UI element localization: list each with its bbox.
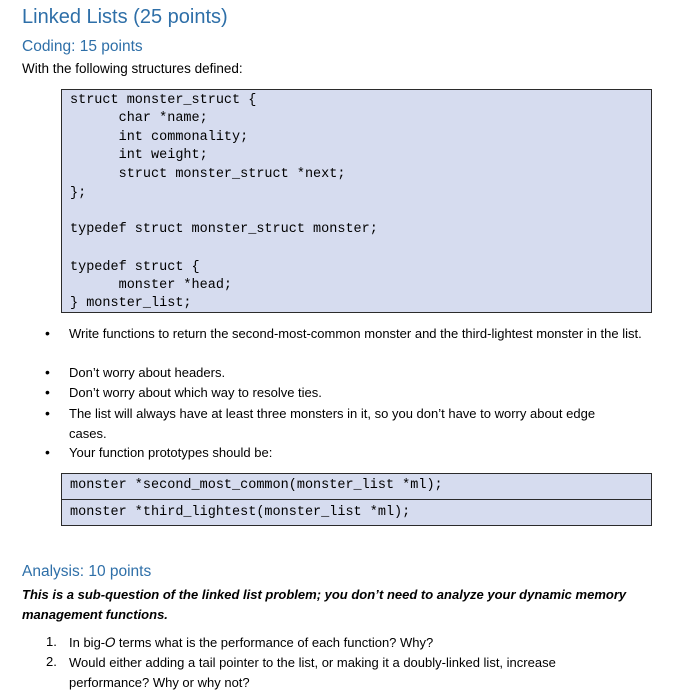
page-title: Linked Lists (25 points): [22, 6, 228, 28]
question-text: In big-𝑂 terms what is the performance of each function? Why?: [69, 635, 434, 650]
bullet-symbol: •: [45, 384, 50, 400]
prototype-code-block: [61, 473, 652, 526]
prototype-divider: [62, 499, 651, 500]
code-line: } monster_list;: [70, 296, 192, 311]
question-text: Would either adding a tail pointer to the list, or making it a doubly-linked list, increase performance? Why or why not?: [69, 655, 556, 690]
bullet-text: The list will always have at least three monsters in it, so you don’t have to worry about edge cases.: [69, 406, 596, 441]
analysis-heading: Analysis: 10 points: [22, 563, 152, 580]
code-line: struct monster_struct {: [70, 93, 257, 108]
bullet-symbol: •: [45, 405, 50, 421]
analysis-note: This is a sub-question of the linked list problem; you don’t need to analyze your dynamic memory management functions.: [22, 587, 627, 622]
struct-code-block: [61, 89, 652, 313]
code-line: char *name;: [70, 111, 208, 126]
code-line: typedef struct monster_struct monster;: [70, 222, 378, 237]
prototype-line: monster *second_most_common(monster_list *ml);: [70, 478, 443, 493]
code-line: };: [70, 186, 87, 201]
question-number: 2.: [46, 654, 57, 669]
code-line: struct monster_struct *next;: [70, 167, 346, 182]
bullet-text: Don’t worry about headers.: [69, 365, 226, 380]
bullet-text: Write functions to return the second-most-common monster and the third-lightest monster in the list.: [69, 326, 642, 341]
prototype-line: monster *third_lightest(monster_list *ml);: [70, 505, 411, 520]
coding-heading: Coding: 15 points: [22, 38, 143, 55]
bullet-symbol: •: [45, 325, 50, 341]
code-line: typedef struct {: [70, 260, 200, 275]
bullet-symbol: •: [45, 444, 50, 460]
code-line: int weight;: [70, 148, 208, 163]
bullet-text: Your function prototypes should be:: [69, 445, 273, 460]
bullet-text: Don’t worry about which way to resolve ties.: [69, 385, 322, 400]
coding-intro: With the following structures defined:: [22, 61, 243, 76]
bullet-symbol: •: [45, 364, 50, 380]
code-line: int commonality;: [70, 130, 249, 145]
code-line: monster *head;: [70, 278, 233, 293]
question-number: 1.: [46, 634, 57, 649]
